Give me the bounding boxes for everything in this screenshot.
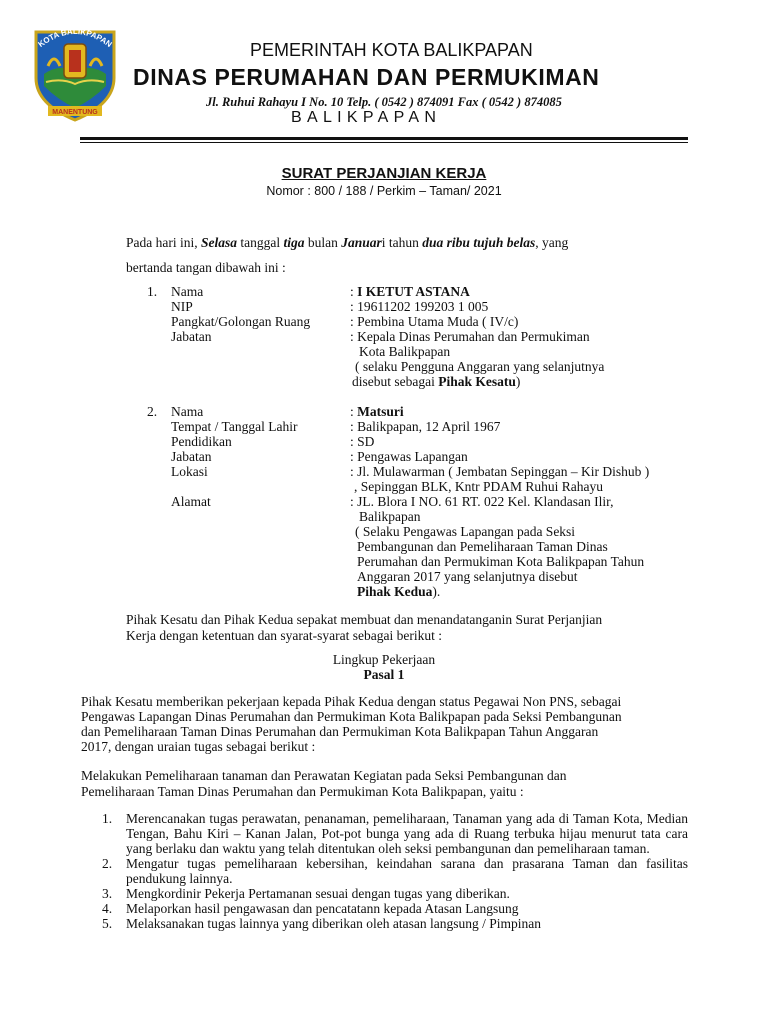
task-list [102, 811, 688, 931]
party1-number: 1. [147, 284, 158, 299]
opening-date: tiga [283, 235, 305, 250]
party1-label-name: Nama [171, 284, 204, 299]
party2-label-education: Pendidikan [171, 434, 232, 449]
party2-name: : Matsuri [350, 404, 404, 419]
party2-label-name: Nama [171, 404, 204, 419]
task-item [102, 811, 688, 856]
party1-label-rank: Pangkat/Golongan Ruang [171, 314, 311, 329]
party1-label-position: Jabatan [171, 329, 212, 344]
opening-month: Januar [341, 235, 382, 250]
document-number: Nomor : 800 / 188 / Perkim – Taman/ 2021 [266, 184, 502, 198]
party2-note-4: Anggaran 2017 yang selanjutnya disebut [357, 569, 578, 584]
task-number: 1. [102, 811, 113, 826]
task-number: 4. [102, 901, 113, 916]
logo-text-bottom: MANENTUNG [52, 109, 98, 116]
opening-text: , yang [535, 235, 569, 250]
opening-text: tanggal [237, 235, 284, 250]
party2-label-address: Alamat [171, 494, 211, 509]
party1-rank: : Pembina Utama Muda ( IV/c) [350, 314, 519, 329]
task-text: Merencanakan tugas perawatan, penanaman, pemeliharaan, Tanaman yang ada di Taman Kota, Median Tengan, Bahu Kiri – Kanan Jalan, Pot-pot bunga yang ada di Ruang terbuka hijau menurut tata cara yang berlaku dan waktu yang telah ditentukan oleh seksi pembangunan dan pemeliharaan taman. [126, 811, 688, 856]
party2-education: : SD [350, 434, 375, 449]
document-title: SURAT PERJANJIAN KERJA [281, 165, 487, 182]
party1-note-2: disebut sebagai Pihak Kesatu) [352, 374, 521, 389]
party2-note-2: Pembangunan dan Pemeliharaan Taman Dinas [357, 539, 608, 554]
party2-location-2: , Sepinggan BLK, Kntr PDAM Ruhui Rahayu [354, 479, 603, 494]
task-item [102, 856, 688, 886]
task-text: Melaporkan hasil pengawasan dan pencatatann kepada Atasan Langsung [126, 901, 519, 916]
para1-line-2: Pengawas Lapangan Dinas Perumahan dan Permukiman Kota Balikpapan pada Seksi Pembangunan [81, 709, 622, 724]
para2-line-1: Melakukan Pemeliharaan tanaman dan Perawatan Kegiatan pada Seksi Pembangunan dan [81, 768, 567, 783]
party2-position: : Pengawas Lapangan [350, 449, 468, 464]
party2-location: : Jl. Mulawarman ( Jembatan Sepinggan – Kir Dishub ) [350, 464, 650, 479]
party1-label-nip: NIP [171, 299, 193, 314]
header-rule-thin [80, 142, 688, 143]
party1-position-2: Kota Balikpapan [359, 344, 451, 359]
city-emblem-logo [28, 26, 122, 122]
logo-text-top: KOTA BALIKPAPAN [36, 26, 114, 50]
government-name: PEMERINTAH KOTA BALIKPAPAN [250, 40, 533, 60]
task-text: Mengkordinir Pekerja Pertamanan sesuai dengan tugas yang diberikan. [126, 886, 510, 901]
office-address: Jl. Ruhui Rahayu I No. 10 Telp. ( 0542 ) 874091 Fax ( 0542 ) 874085 [206, 95, 562, 109]
party2-label-position: Jabatan [171, 449, 212, 464]
opening-text: Pada hari ini, [126, 235, 201, 250]
section-title: Lingkup Pekerjaan [332, 652, 436, 667]
party2-note-3: Perumahan dan Permukiman Kota Balikpapan Tahun [357, 554, 645, 569]
city-name: BALIKPAPAN [291, 109, 442, 126]
party2-label-birth: Tempat / Tanggal Lahir [171, 419, 298, 434]
task-item [102, 886, 688, 901]
section-pasal: Pasal 1 [363, 667, 405, 682]
party1-nip: : 19611202 199203 1 005 [350, 299, 489, 314]
party2-number: 2. [147, 404, 158, 419]
task-number: 3. [102, 886, 113, 901]
party1-name: : I KETUT ASTANA [350, 284, 470, 299]
opening-year: dua ribu tujuh belas [422, 235, 536, 250]
party2-note-5: Pihak Kedua). [357, 584, 441, 599]
party2-label-location: Lokasi [171, 464, 208, 479]
party1-position: : Kepala Dinas Perumahan dan Permukiman [350, 329, 590, 344]
task-text: Melaksanakan tugas lainnya yang diberikan oleh atasan langsung / Pimpinan [126, 916, 542, 931]
para1-line-4: 2017, dengan uraian tugas sebagai berikut : [81, 739, 316, 754]
para1-line-3: dan Pemeliharaan Taman Dinas Perumahan dan Permukiman Kota Balikpapan Tahun Anggaran [81, 724, 599, 739]
party2-address: : JL. Blora I NO. 61 RT. 022 Kel. Klandasan Ilir, [350, 494, 614, 509]
para1-line-1: Pihak Kesatu memberikan pekerjaan kepada Pihak Kedua dengan status Pegawai Non PNS, sebagai [81, 694, 622, 709]
party2-address-2: Balikpapan [359, 509, 421, 524]
task-text: Mengatur tugas pemeliharaan kebersihan, keindahan sarana dan prasarana Taman dan fasilitas pendukung lainnya. [126, 856, 688, 886]
task-number: 5. [102, 916, 113, 931]
party2-note-1: ( Selaku Pengawas Lapangan pada Seksi [355, 524, 576, 539]
agreement-line-1: Pihak Kesatu dan Pihak Kedua sepakat membuat dan menandatanganin Surat Perjanjian [126, 612, 603, 627]
party1-note: ( selaku Pengguna Anggaran yang selanjutnya [355, 359, 605, 374]
agreement-line-2: Kerja dengan ketentuan dan syarat-syarat sebagai berikut : [126, 628, 442, 643]
department-name: DINAS PERUMAHAN DAN PERMUKIMAN [133, 64, 600, 90]
task-item [102, 916, 688, 931]
opening-line [126, 235, 568, 250]
opening-text: i tahun [381, 235, 423, 250]
party2-birth: : Balikpapan, 12 April 1967 [350, 419, 501, 434]
opening-text: bulan [304, 235, 342, 250]
opening-line-2: bertanda tangan dibawah ini : [126, 260, 286, 275]
para2-line-2: Pemeliharaan Taman Dinas Perumahan dan Permukiman Kota Balikpapan, yaitu : [81, 784, 524, 799]
task-number: 2. [102, 856, 113, 871]
task-item [102, 901, 688, 916]
header-rule-thick [80, 137, 688, 140]
opening-day: Selasa [200, 235, 237, 250]
